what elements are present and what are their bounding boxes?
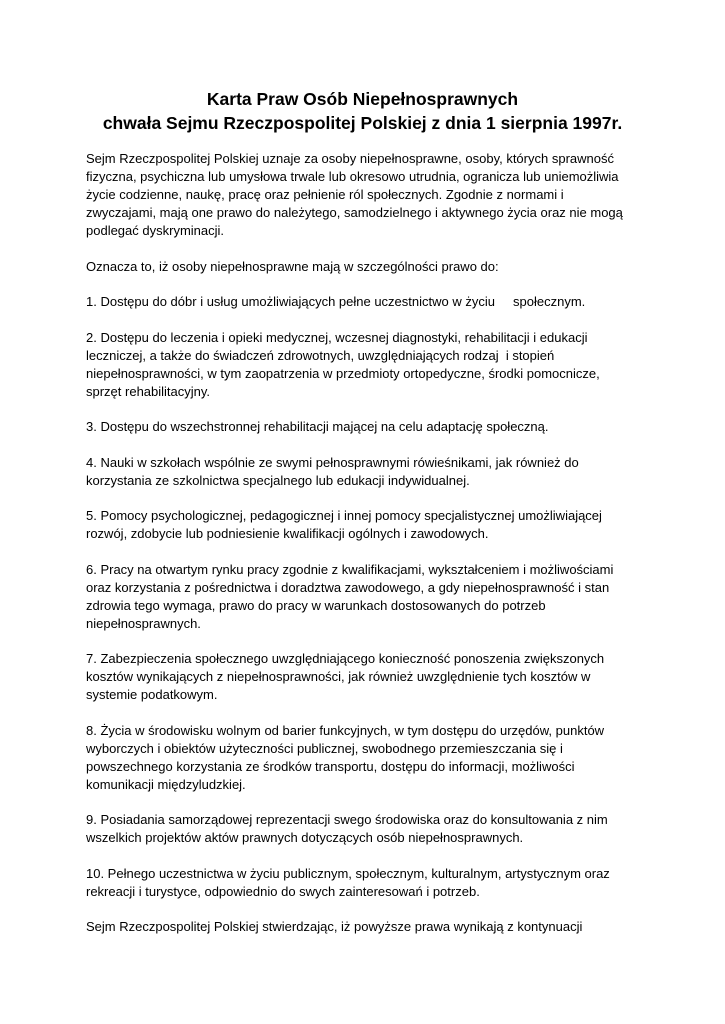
paragraph-line: życie codzienne, naukę, pracę oraz pełnienie ról społecznych. Zgodnie z normami i (86, 187, 564, 202)
paragraph-line: korzystania ze szkolnictwa specjalnego lub edukacji indywidualnej. (86, 472, 470, 488)
paragraph-line: rekreacji i turystyce, odpowiednio do swych zainteresowań i potrzeb. (86, 883, 480, 899)
right-item-3 (86, 418, 646, 436)
paragraph-line: systemie podatkowym. (86, 687, 218, 702)
right-item-2 (86, 329, 646, 401)
paragraph-line: 5. Pomocy psychologicznej, pedagogicznej i innej pomocy specjalistycznej umożliwiającej (86, 508, 602, 523)
right-item-8 (86, 722, 646, 794)
right-item-9 (86, 811, 646, 847)
paragraph-line: Sejm Rzeczpospolitej Polskiej uznaje za osoby niepełnosprawne, osoby, których sprawność (86, 151, 614, 166)
paragraph-closing (86, 918, 646, 936)
paragraph-line: powszechnego korzystania ze środków transportu, dostępu do informacji, możliwości (86, 758, 575, 774)
paragraph-line: zdrowia tego wymaga, prawo do pracy w warunkach dostosowanych do potrzeb (86, 597, 546, 613)
paragraph-line: komunikacji międzyludzkiej. (86, 776, 246, 792)
paragraph-line: wyborczych i obiektów użyteczności publicznej, swobodnego przemieszczania się i (86, 740, 563, 756)
document-body (86, 150, 646, 954)
paragraph-intro (86, 150, 646, 240)
right-item-6 (86, 561, 646, 633)
paragraph-line: 6. Pracy na otwartym rynku pracy zgodnie z kwalifikacjami, wykształceniem i możliwościami (86, 561, 614, 577)
right-item-7 (86, 650, 646, 704)
paragraph-line: niepełnosprawności, w tym zaopatrzenia w przedmioty ortopedyczne, środki pomocnicze, (86, 365, 600, 381)
paragraph-line: wszelkich projektów aktów prawnych dotyczących osób niepełnosprawnych. (86, 830, 524, 845)
paragraph-line: rozwój, zdobycie lub podniesienie kwalifikacji ogólnych i zawodowych. (86, 526, 489, 541)
paragraph-line: 10. Pełnego uczestnictwa w życiu publicznym, społecznym, kulturalnym, artystycznym oraz (86, 865, 610, 881)
paragraph-rights-lead (86, 258, 646, 276)
paragraph-line: 2. Dostępu do leczenia i opieki medycznej, wczesnej diagnostyki, rehabilitacji i edukacji (86, 329, 588, 345)
right-item-10 (86, 865, 646, 901)
right-item-5 (86, 507, 646, 543)
paragraph-line: 3. Dostępu do wszechstronnej rehabilitacji mającej na celu adaptację społeczną. (86, 419, 549, 434)
paragraph-line: leczniczej, a także do świadczeń zdrowotnych, uwzględniających rodzaj i stopień (86, 347, 555, 363)
paragraph-line: 1. Dostępu do dóbr i usług umożliwiających pełne uczestnictwo w życiu społecznym. (86, 294, 586, 309)
paragraph-line: niepełnosprawnych. (86, 615, 201, 631)
paragraph-line: Sejm Rzeczpospolitej Polskiej stwierdzając, iż powyższe prawa wynikają z kontynuacji (86, 919, 583, 934)
paragraph-line: fizyczna, psychiczna lub umysłowa trwale lub okresowo utrudnia, ogranicza lub uniemożliwia (86, 169, 619, 184)
paragraph-line: zwyczajami, mają one prawo do należytego, samodzielnego i aktywnego życia oraz nie mogą (86, 205, 623, 220)
document-subtitle: chwała Sejmu Rzeczpospolitej Polskiej z dnia 1 sierpnia 1997r. (102, 113, 623, 133)
document-title: Karta Praw Osób Niepełnosprawnych (206, 89, 519, 109)
paragraph-line: sprzęt rehabilitacyjny. (86, 383, 211, 399)
paragraph-line: podlegać dyskryminacji. (86, 223, 225, 238)
paragraph-line: oraz korzystania z pośrednictwa i doradztwa zawodowego, a gdy niepełnosprawność i stan (86, 579, 610, 595)
paragraph-line: 4. Nauki w szkołach wspólnie ze swymi pełnosprawnymi rówieśnikami, jak również do (86, 454, 579, 470)
paragraph-line: 9. Posiadania samorządowej reprezentacji swego środowiska oraz do konsultowania z nim (86, 812, 608, 827)
paragraph-line: Oznacza to, iż osoby niepełnosprawne mają w szczególności prawo do: (86, 258, 499, 274)
paragraph-line: 7. Zabezpieczenia społecznego uwzględniającego konieczność ponoszenia zwiększonych (86, 651, 605, 666)
paragraph-line: kosztów wynikających z niepełnosprawności, jak również uwzględnienie tych kosztów w (86, 669, 591, 684)
right-item-4 (86, 454, 646, 490)
paragraph-line: 8. Życia w środowisku wolnym od barier funkcyjnych, w tym dostępu do urzędów, punktów (86, 722, 605, 738)
right-item-1 (86, 293, 646, 311)
